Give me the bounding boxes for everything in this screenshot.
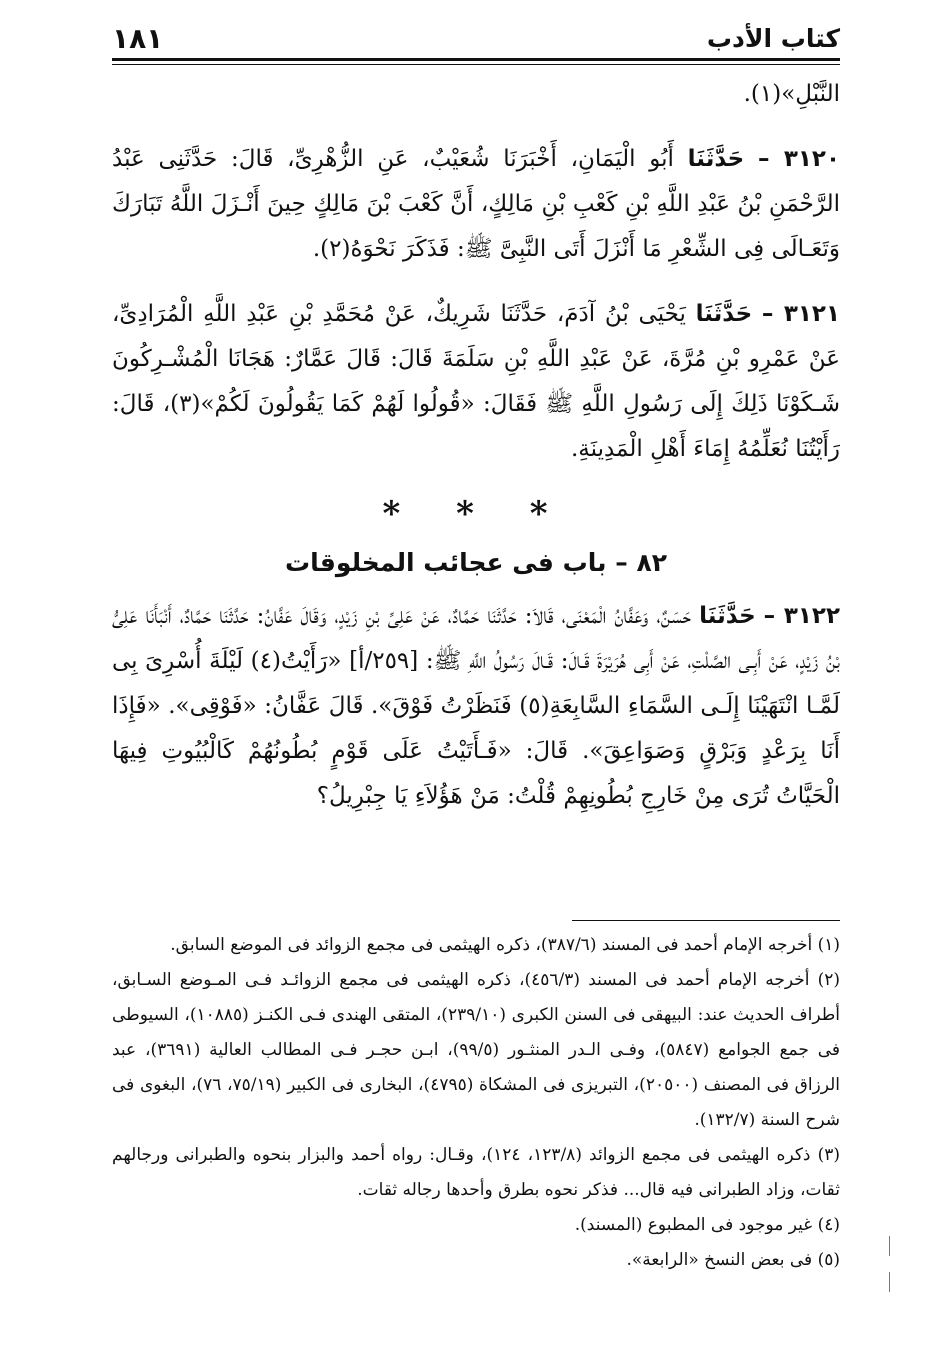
chapter-title: ٨٢ – باب فى عجائب المخلوقات <box>285 548 667 577</box>
hadith-3120 <box>112 137 840 272</box>
hadith-number: ٣١٢٢ – <box>763 603 841 629</box>
hadith-lead-word: حَدَّثَنَا <box>699 603 756 629</box>
footnote-3: (٣) ذكره الهيثمى فى مجمع الزوائد (١٢٣/٨، ١٢٤)، وقـال: رواه أحمد والبزار بنحوه والطبرانى ورجالهم ثقات، وزاد الطبرانى فيه قال... فذكر نحوه بطرق وأحدها رجاله ثقات. <box>112 1145 840 1200</box>
footnotes <box>112 928 840 1278</box>
hadith-number: ٣١٢١ – <box>761 301 840 327</box>
section-separator: * * * <box>382 494 570 534</box>
hadith-3121 <box>112 292 840 472</box>
hadith-text: حَسَنٌ، وَعَفَّانُ الْمَعْنَى، قَالاَ: حَدَّثَنَا حَمَّادٌ، عَنْ عَلِىِّ بْنِ زَيْدٍ، وَقَالَ عَفَّانُ: حَدَّثَنَا حَمَّادٌ، أَنْبَأَنَا عَلِىُّ بْنُ زَيْدٍ، عَنْ أَبِـى الصَّلْتِ، عَنْ أَبِى هُرَيْرَةَ قَـالَ: قَـالَ رَسُولُ اللَّهِ ﷺ: [٢٥٩/أ] «رَأَيْتُ(٤) لَيْلَةَ أُسْرِىَ بِى لَمَّـا انْتَهَيْنَا إِلَـى السَّمَاءِ السَّابِعَةِ(٥) فَنَظَرْتُ فَوْقَ». قَالَ عَفَّانُ: «فَوْقِى». «فَإِذَا أَنَا بِرَعْدٍ وَبَرْقٍ وَصَوَاعِقَ». قَالَ: «فَـأَتَيْتُ عَلَى قَوْمٍ بُطُونُهُمْ كَالْبُيُوتِ فِيهَا الْحَيَّاتُ تُرَى مِنْ خَارِجِ بُطُونِهِمْ قُلْتُ: مَنْ هَؤُلاَءِ يَا جِبْرِيلُ؟ <box>112 603 840 809</box>
hadith-text: يَحْيَى بْنُ آدَمَ، حَدَّثَنَا شَرِيكٌ، عَنْ مُحَمَّدِ بْنِ عَبْدِ اللَّهِ الْمُرَادِىِّ، عَنْ عَمْرِو بْنِ مُرَّةَ، عَنْ عَبْدِ اللَّهِ بْنِ سَلَمَةَ قَالَ: قَالَ عَمَّارٌ: هَجَانَا الْمُشْـرِكُونَ شَـكَوْنَا ذَلِكَ إِلَى رَسُولِ اللَّهِ ﷺ فَقَالَ: «قُولُوا لَهُمْ كَمَا يَقُولُونَ لَكُمْ»(٣)، قَالَ: رَأَيْتُنَا نُعَلِّمُهُ إِمَاءَ أَهْلِ الْمَدِينَةِ. <box>112 301 841 462</box>
header-rule-thin <box>112 64 840 65</box>
footnote-4: (٤) غير موجود فى المطبوع (المسند). <box>574 1215 840 1235</box>
footnote-5: (٥) فى بعض النسخ «الرابعة». <box>626 1250 840 1270</box>
hadith-3122 <box>112 594 840 819</box>
hadith-lead-word: حَدَّثَنَا <box>695 301 753 327</box>
footnote-1: (١) أخرجه الإمام أحمد فى المسند (٣٨٧/٦)، ذكره الهيثمى فى مجمع الزوائد فى الموضع السابق. <box>170 935 840 955</box>
main-text <box>112 72 840 839</box>
page-number: ١٨١ <box>112 22 164 55</box>
hadith-number: ٣١٢٠ – <box>757 146 841 172</box>
hadith-text: أَبُو الْيَمَانِ، أَخْبَرَنَا شُعَيْبٌ، عَنِ الزُّهْرِىِّ، قَالَ: حَدَّثَنِى عَبْدُ الرَّحْمَنِ بْنُ عَبْدِ اللَّهِ بْنِ كَعْبِ بْنِ مَالِكٍ، أَنَّ كَعْبَ بْنَ مَالِكٍ حِينَ أَنْـزَلَ اللَّهُ تَبَارَكَ وَتَعَـالَى فِى الشِّعْرِ مَا أَنْزَلَ أَتَى النَّبِىَّ ﷺ: فَذَكَرَ نَحْوَهُ(٢). <box>112 146 840 262</box>
footnote-2: (٢) أخرجه الإمام أحمد فى المسند (٤٥٦/٣)، ذكره الهيثمى فى مجمع الزوائـد فـى المـوضع السـابق، أطراف الحديث عند: البيهقى فى السنن الكبرى (٢٣٩/١٠)، المتقى الهندى فـى الكنـز (١٠٨٨٥)، السيوطى فى جمع الجوامع (٥٨٤٧)، وفـى الـدر المنثـور (٩٩/٥)، ابـن حجـر فـى المطالب العالية (٣٦٩١)، عبد الرزاق فى المصنف (٢٠٥٠٠)، التبريزى فى المشكاة (٤٧٩٥)، البخارى فى الكبير (٧٥/١٩، ٧٦)، البغوى فى شرح السنة (١٣٢/٧). <box>112 970 841 1130</box>
margin-mark <box>881 1236 890 1256</box>
hadith-lead-word: حَدَّثَنَا <box>687 146 745 172</box>
margin-mark <box>881 1272 890 1292</box>
footnote-separator <box>572 920 840 921</box>
header-rule-thick <box>112 58 840 61</box>
paragraph-continuation: النَّبْلِ»(١). <box>743 81 840 107</box>
running-head-title: كتاب الأدب <box>706 24 840 53</box>
